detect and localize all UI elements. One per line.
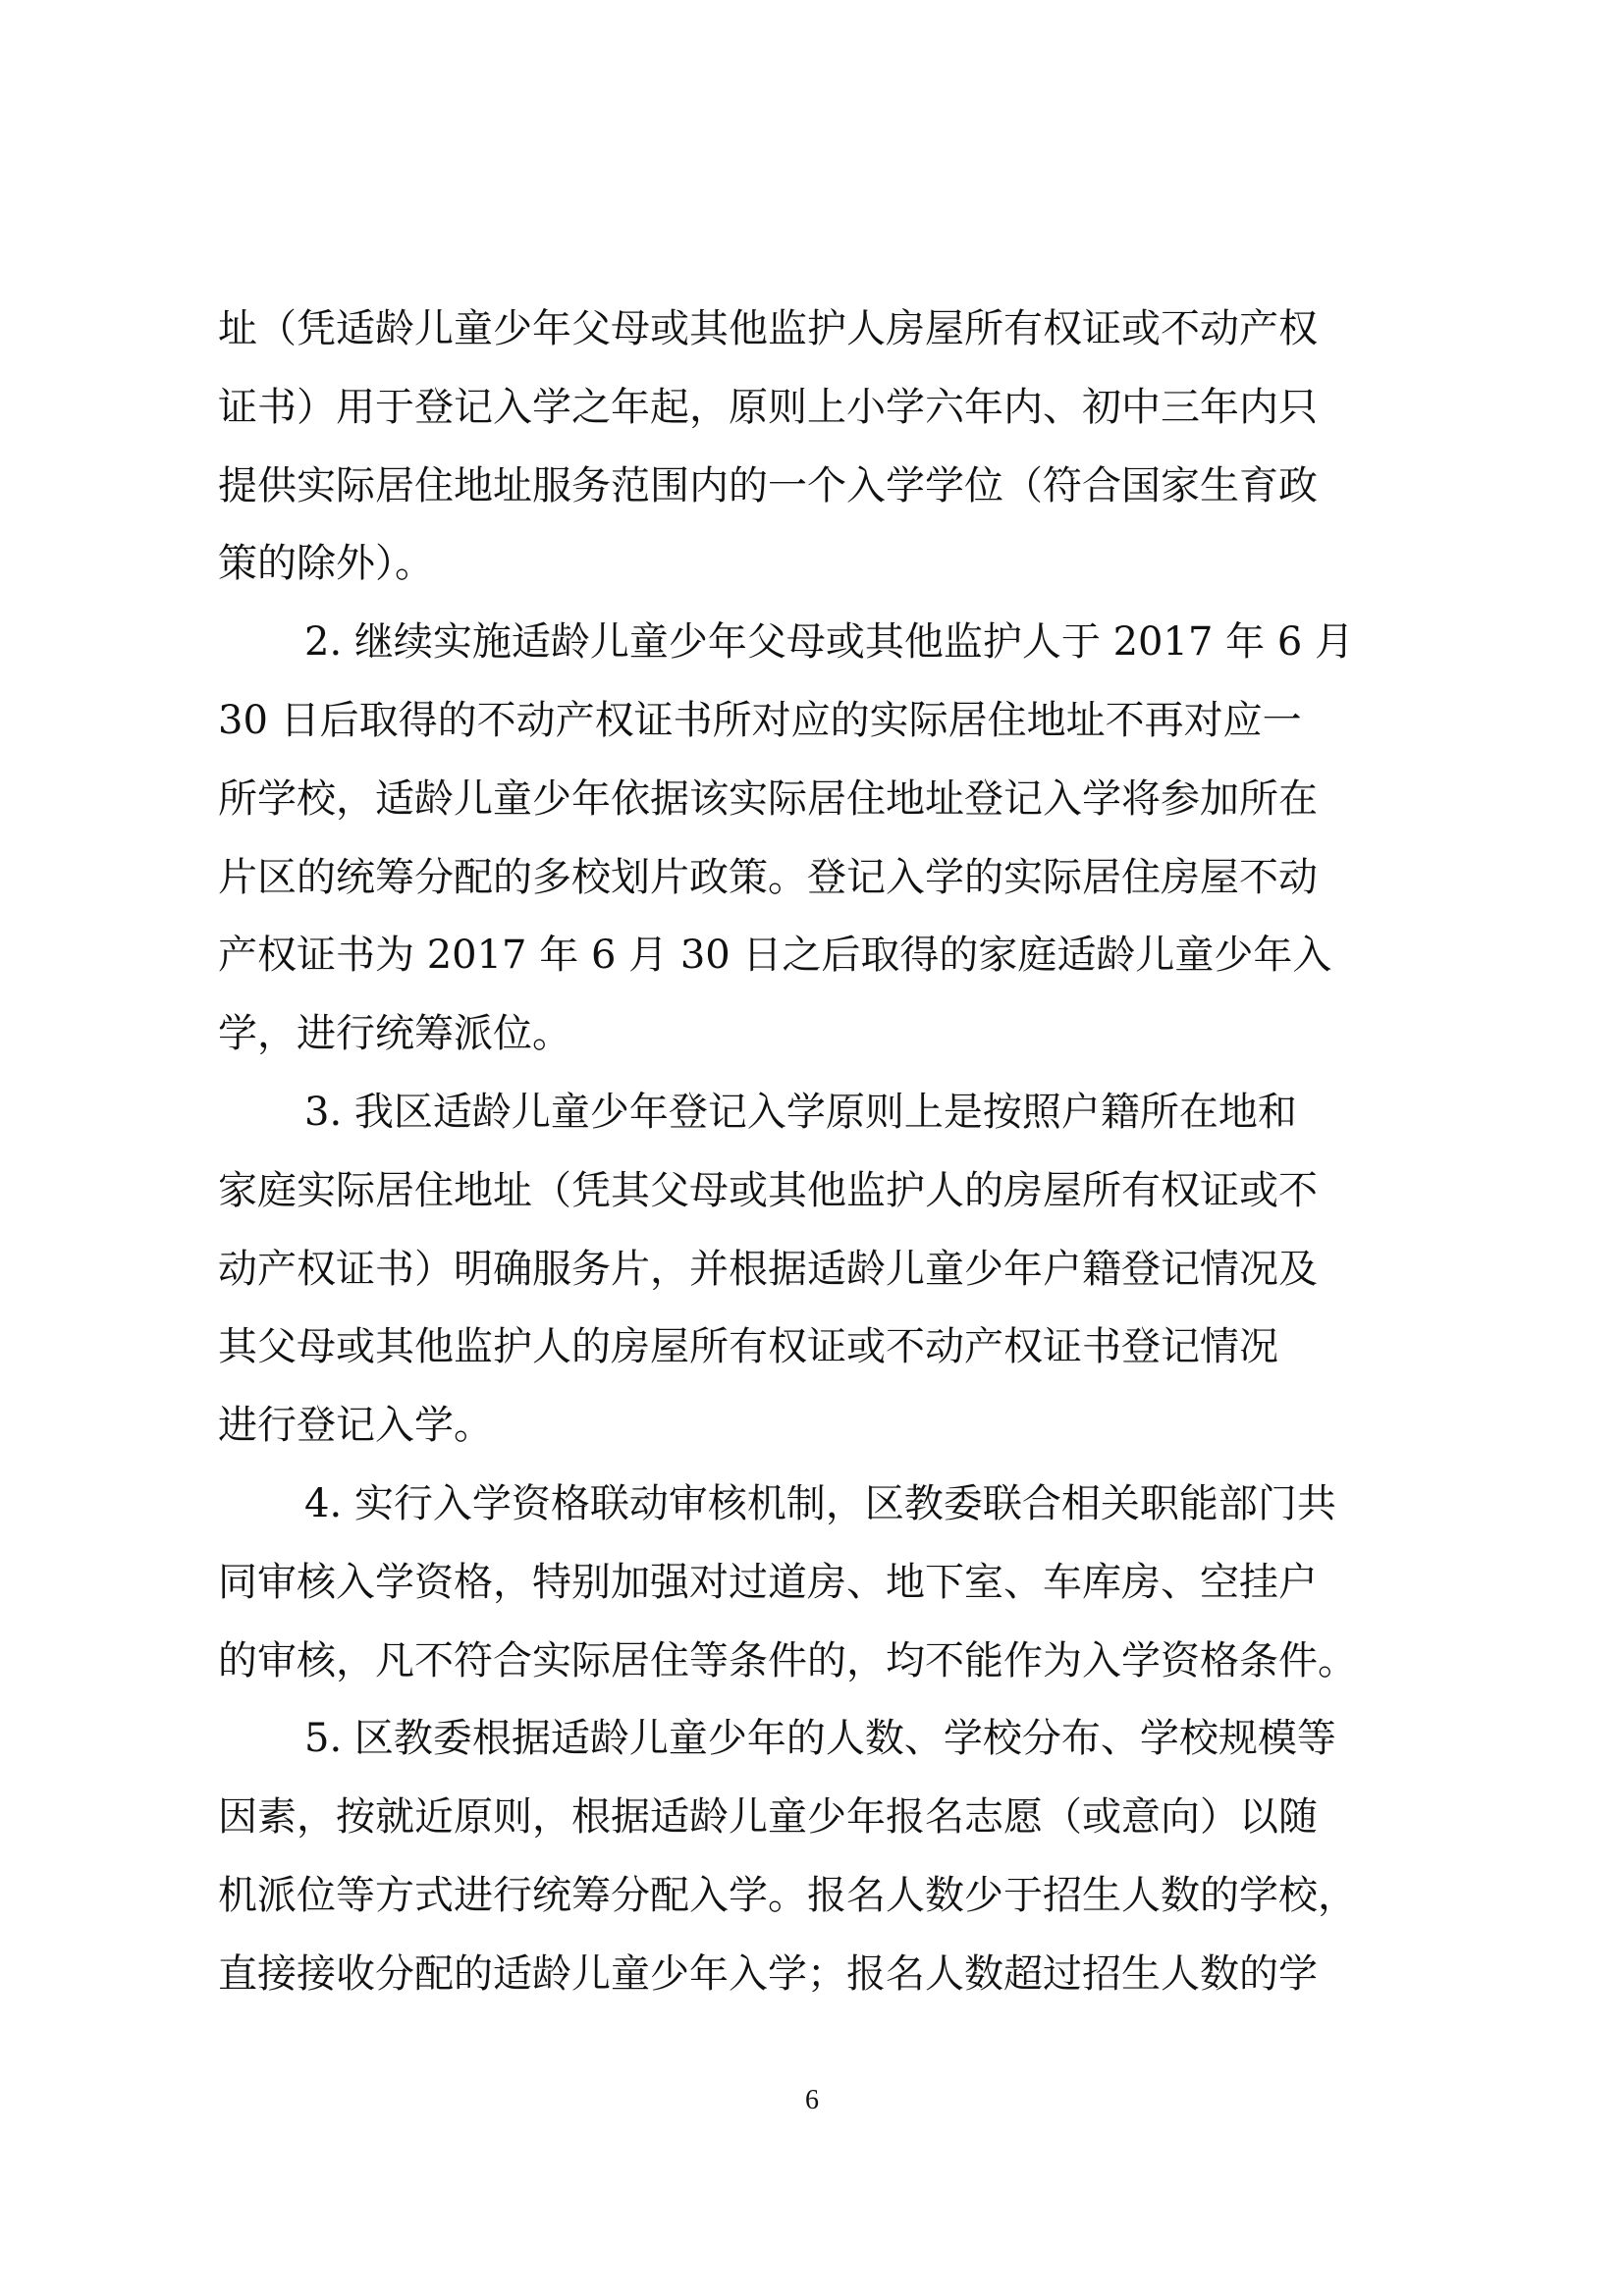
text-line: 所学校，适龄儿童少年依据该实际居住地址登记入学将参加所在 — [218, 775, 1318, 822]
text-line: 同审核入学资格，特别加强对过道房、地下室、车库房、空挂户 — [218, 1559, 1318, 1605]
text-line: 5. 区教委根据适龄儿童少年的人数、学校分布、学校规模等 — [304, 1716, 1336, 1762]
paragraph-item-3 — [218, 1074, 1434, 1466]
paragraph-item-4 — [218, 1466, 1434, 1700]
text-line: 家庭实际居住地址（凭其父母或其他监护人的房屋所有权证或不 — [218, 1167, 1318, 1213]
paragraph-item-5 — [218, 1700, 1434, 2013]
text-line: 4. 实行入学资格联动审核机制，区教委联合相关职能部门共 — [304, 1480, 1336, 1526]
text-line: 3. 我区适龄儿童少年登记入学原则上是按照户籍所在地和 — [304, 1089, 1297, 1135]
document-body — [218, 291, 1434, 2014]
text-line: 因素，按就近原则，根据适龄儿童少年报名志愿（或意向）以随 — [218, 1794, 1318, 1841]
text-line: 2. 继续实施适龄儿童少年父母或其他监护人于 2017 年 6 月 — [304, 619, 1354, 666]
text-line: 证书）用于登记入学之年起，原则上小学六年内、初中三年内只 — [218, 384, 1318, 430]
paragraph-item-2 — [218, 604, 1434, 1074]
text-line: 进行登记入学。 — [218, 1403, 493, 1449]
text-line: 片区的统筹分配的多校划片政策。登记入学的实际居住房屋不动 — [218, 854, 1318, 900]
page-number: 6 — [805, 2085, 819, 2115]
text-line: 策的除外）。 — [218, 541, 434, 587]
text-line: 动产权证书）明确服务片，并根据适龄儿童少年户籍登记情况及 — [218, 1246, 1318, 1292]
text-line: 30 日后取得的不动产权证书所对应的实际居住地址不再对应一 — [218, 697, 1302, 743]
text-line: 机派位等方式进行统筹分配入学。报名人数少于招生人数的学校， — [218, 1872, 1357, 1918]
text-line: 学，进行统筹派位。 — [218, 1011, 571, 1057]
text-line: 的审核，凡不符合实际居住等条件的，均不能作为入学资格条件。 — [218, 1637, 1357, 1683]
paragraph-1-continuation — [218, 291, 1434, 604]
text-line: 提供实际居住地址服务范围内的一个入学学位（符合国家生育政 — [218, 462, 1318, 508]
text-line: 产权证书为 2017 年 6 月 30 日之后取得的家庭适龄儿童少年入 — [218, 933, 1332, 979]
text-line: 直接接收分配的适龄儿童少年入学；报名人数超过招生人数的学 — [218, 1950, 1318, 1997]
text-line: 其父母或其他监护人的房屋所有权证或不动产权证书登记情况 — [218, 1324, 1278, 1370]
text-line: 址（凭适龄儿童少年父母或其他监护人房屋所有权证或不动产权 — [218, 306, 1318, 351]
